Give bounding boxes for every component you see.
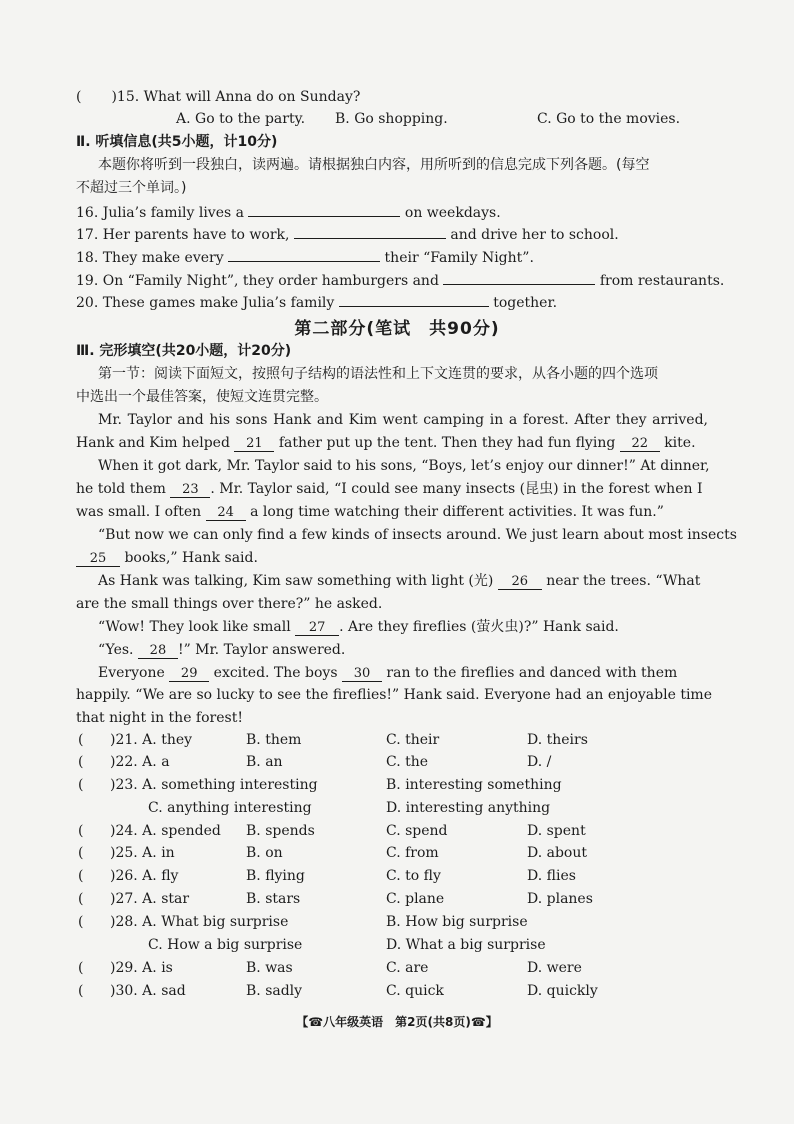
- passage-line: [76, 503, 708, 521]
- passage-line: “But now we can only find a few kinds of insects around. We just learn about most insects: [98, 527, 737, 543]
- option-23d: D. interesting anything: [386, 800, 551, 816]
- option-15c: C. Go to the movies.: [537, 111, 681, 127]
- answer-paren[interactable]: (: [78, 845, 84, 861]
- answer-blank[interactable]: [294, 224, 446, 239]
- passage-text: ran to the fireflies and danced with them: [386, 665, 678, 681]
- answer-blank[interactable]: [443, 270, 595, 285]
- answer-paren[interactable]: (: [78, 823, 84, 839]
- passage-line: [98, 618, 708, 636]
- section-3-instructions-line2: 中选出一个最佳答案，使短文连贯完整。: [76, 389, 328, 405]
- answer-paren[interactable]: (: [78, 891, 84, 907]
- passage-text: . Are they fireflies (萤火虫)?” Hank said.: [339, 619, 619, 635]
- question-17-text-end: and drive her to school.: [450, 227, 619, 243]
- blank-21[interactable]: 21: [234, 437, 274, 452]
- passage-line: When it got dark, Mr. Taylor said to his sons, “Boys, let’s enjoy our dinner!” At dinner,: [98, 458, 710, 474]
- passage-text: !” Mr. Taylor answered.: [177, 642, 346, 658]
- option-30d: D. quickly: [527, 983, 598, 999]
- option-28d: D. What a big surprise: [386, 937, 546, 953]
- option-26c: C. to fly: [386, 868, 441, 884]
- passage-text: Everyone: [98, 665, 165, 681]
- answer-paren[interactable]: (: [78, 868, 84, 884]
- answer-paren[interactable]: (: [78, 983, 84, 999]
- passage-line: [98, 572, 708, 590]
- blank-26[interactable]: 26: [498, 575, 542, 590]
- passage-line: [76, 434, 708, 452]
- question-18-text-end: their “Family Night”.: [384, 250, 534, 266]
- blank-28[interactable]: 28: [138, 644, 178, 659]
- question-15: [76, 88, 708, 106]
- passage-line: [76, 480, 708, 498]
- option-30b: B. sadly: [246, 983, 303, 999]
- option-26a: )26. A. fly: [110, 868, 179, 884]
- passage-text: books,” Hank said.: [124, 550, 258, 566]
- option-25b: B. on: [246, 845, 283, 861]
- section-2-instructions-line1: 本题你将听到一段独白，读两遍。请根据独白内容，用所听到的信息完成下列各题。(每空: [98, 157, 650, 173]
- option-21a: )21. A. they: [110, 732, 193, 748]
- option-23c: C. anything interesting: [148, 800, 312, 816]
- question-20: [76, 292, 708, 312]
- option-24c: C. spend: [386, 823, 448, 839]
- option-15b: B. Go shopping.: [335, 111, 448, 127]
- passage-text: “Yes.: [98, 642, 134, 658]
- option-27b: B. stars: [246, 891, 301, 907]
- option-29d: D. were: [527, 960, 582, 976]
- section-2-instructions-line2: 不超过三个单词。): [76, 180, 187, 196]
- option-21c: C. their: [386, 732, 440, 748]
- option-24b: B. spends: [246, 823, 315, 839]
- question-20-text-end: together.: [493, 295, 558, 311]
- answer-paren[interactable]: (: [78, 960, 84, 976]
- option-24a: )24. A. spended: [110, 823, 221, 839]
- answer-blank[interactable]: [228, 247, 380, 262]
- blank-25[interactable]: 25: [76, 552, 120, 567]
- blank-30[interactable]: 30: [342, 667, 382, 682]
- answer-paren[interactable]: (: [78, 754, 84, 770]
- option-28b: B. How big surprise: [386, 914, 528, 930]
- option-25a: )25. A. in: [110, 845, 175, 861]
- passage-text: excited. The boys: [213, 665, 338, 681]
- passage-text: “Wow! They look like small: [98, 619, 291, 635]
- option-27a: )27. A. star: [110, 891, 190, 907]
- passage-text: As Hank was talking, Kim saw something with light (光): [98, 573, 494, 589]
- passage-line: that night in the forest!: [76, 710, 243, 726]
- option-29c: C. are: [386, 960, 429, 976]
- option-28a: )28. A. What big surprise: [110, 914, 289, 930]
- passage-line: happily. “We are so lucky to see the fireflies!” Hank said. Everyone had an enjoyable time: [76, 687, 712, 703]
- option-22a: )22. A. a: [110, 754, 170, 770]
- option-23a: )23. A. something interesting: [110, 777, 318, 793]
- answer-paren[interactable]: (: [78, 777, 84, 793]
- question-16-text: 16. Julia’s family lives a: [76, 205, 244, 221]
- question-18-text: 18. They make every: [76, 250, 224, 266]
- passage-line: [98, 664, 708, 682]
- blank-29[interactable]: 29: [169, 667, 209, 682]
- answer-blank[interactable]: [248, 202, 400, 217]
- section-2-heading: Ⅱ. 听填信息(共5小题，计10分): [76, 134, 278, 150]
- option-24d: D. spent: [527, 823, 586, 839]
- option-29a: )29. A. is: [110, 960, 173, 976]
- passage-line: Mr. Taylor and his sons Hank and Kim went camping in a forest. After they arrived,: [98, 412, 708, 428]
- option-22d: D. /: [527, 754, 552, 770]
- option-21d: D. theirs: [527, 732, 588, 748]
- option-25c: C. from: [386, 845, 439, 861]
- question-17-text: 17. Her parents have to work,: [76, 227, 290, 243]
- passage-text: . Mr. Taylor said, “I could see many insects (昆虫) in the forest when I: [210, 481, 703, 497]
- section-3-instructions-line1: 第一节：阅读下面短文，按照句子结构的语法性和上下文连贯的要求，从各小题的四个选项: [98, 366, 658, 382]
- passage-text: a long time watching their different activities. It was fun.”: [250, 504, 664, 520]
- passage-text: father put up the tent. Then they had fun flying: [278, 435, 616, 451]
- option-30c: C. quick: [386, 983, 444, 999]
- passage-text: near the trees. “What: [546, 573, 701, 589]
- passage-text: he told them: [76, 481, 166, 497]
- part-2-title: 第二部分(笔试 共90分): [294, 319, 500, 339]
- question-16-text-end: on weekdays.: [404, 205, 501, 221]
- option-27d: D. planes: [527, 891, 593, 907]
- blank-22[interactable]: 22: [620, 437, 660, 452]
- option-22c: C. the: [386, 754, 429, 770]
- question-19-text: 19. On “Family Night”, they order hamburgers and: [76, 273, 439, 289]
- blank-23[interactable]: 23: [170, 483, 210, 498]
- passage-text: was small. I often: [76, 504, 202, 520]
- passage-text: Hank and Kim helped: [76, 435, 230, 451]
- passage-line: [76, 549, 708, 567]
- answer-blank[interactable]: [339, 292, 489, 307]
- page-footer: 【☎八年级英语 第2页(共8页)☎】: [296, 1015, 498, 1029]
- section-3-heading: Ⅲ. 完形填空(共20小题，计20分): [76, 343, 292, 359]
- question-19-text-end: from restaurants.: [599, 273, 725, 289]
- option-30a: )30. A. sad: [110, 983, 186, 999]
- option-27c: C. plane: [386, 891, 445, 907]
- passage-line: [98, 641, 708, 659]
- question-20-text: 20. These games make Julia’s family: [76, 295, 335, 311]
- question-19: [76, 270, 725, 290]
- answer-paren: (: [76, 89, 82, 105]
- answer-paren[interactable]: (: [78, 914, 84, 930]
- blank-24[interactable]: 24: [206, 506, 246, 521]
- question-17: [76, 224, 708, 244]
- question-15-stem: )15. What will Anna do on Sunday?: [111, 89, 361, 105]
- question-16: [76, 202, 708, 222]
- option-29b: B. was: [246, 960, 293, 976]
- option-22b: B. an: [246, 754, 283, 770]
- answer-paren[interactable]: (: [78, 732, 84, 748]
- passage-text: kite.: [664, 435, 696, 451]
- passage-line: are the small things over there?” he asked.: [76, 596, 383, 612]
- option-28c: C. How a big surprise: [148, 937, 303, 953]
- option-15a: A. Go to the party.: [176, 111, 306, 127]
- option-26b: B. flying: [246, 868, 305, 884]
- question-18: [76, 247, 708, 267]
- option-25d: D. about: [527, 845, 588, 861]
- blank-27[interactable]: 27: [295, 621, 339, 636]
- option-23b: B. interesting something: [386, 777, 562, 793]
- option-21b: B. them: [246, 732, 302, 748]
- option-26d: D. flies: [527, 868, 576, 884]
